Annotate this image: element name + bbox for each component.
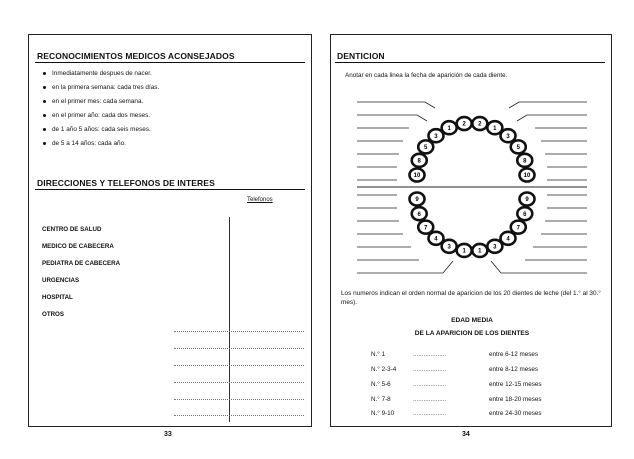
age-value: entre 18-20 meses — [489, 396, 542, 403]
tooth-number: 3 — [434, 133, 438, 140]
tooth-number: 2 — [462, 121, 466, 128]
directory-item: OTROS — [42, 311, 65, 318]
tooth-number: 6 — [417, 211, 421, 218]
bullet-icon — [43, 72, 46, 75]
directory-item: URGENCIAS — [42, 277, 80, 284]
bullet-icon — [43, 100, 46, 103]
tooth-number: 9 — [415, 197, 419, 204]
dot-leader: ................... — [413, 366, 447, 373]
guide-line — [517, 115, 527, 121]
tooth-number: 6 — [523, 211, 527, 218]
tooth — [457, 117, 472, 130]
tooth — [412, 154, 427, 167]
entry-line — [174, 415, 304, 416]
entry-line — [174, 382, 304, 383]
page-right — [330, 34, 612, 427]
entry-line — [174, 331, 304, 332]
guide-line — [417, 115, 427, 121]
guide-line — [443, 261, 453, 273]
tooth-number: 3 — [493, 244, 497, 251]
tooth-number: 10 — [413, 173, 421, 180]
tooth — [442, 240, 457, 253]
tooth — [472, 117, 487, 130]
telefonos-label: Telefonos — [247, 197, 273, 203]
tooth-number: 9 — [525, 197, 529, 204]
tooth — [501, 129, 516, 142]
tooth-number: 5 — [516, 145, 520, 152]
tooth — [412, 207, 427, 220]
tooth — [511, 140, 526, 153]
phone-column-divider — [229, 217, 230, 422]
tooth — [410, 169, 425, 182]
tooth — [442, 121, 457, 134]
age-label: N.° 1 — [371, 351, 386, 358]
entry-line — [174, 348, 304, 349]
bullet-item: en el primer año: cada dos meses. — [43, 112, 150, 119]
dot-leader: ................... — [413, 381, 447, 388]
tooth-number: 1 — [462, 248, 466, 255]
tooth — [520, 193, 535, 206]
tooth-number: 4 — [506, 236, 510, 243]
bullet-icon — [43, 142, 46, 145]
bullet-item: en el primer mes: cada semana. — [43, 98, 143, 105]
section-title-medical-checks: RECONOCIMIENTOS MEDICOS ACONSEJADOS — [37, 51, 235, 61]
directory-item: HOSPITAL — [42, 294, 73, 301]
guide-line — [425, 102, 435, 108]
tooth — [410, 193, 425, 206]
section-title-directory: DIRECCIONES Y TELEFONOS DE INTERES — [37, 178, 215, 188]
tooth-number: 7 — [516, 225, 520, 232]
tooth-number: 1 — [493, 125, 497, 132]
tooth-number: 5 — [424, 145, 428, 152]
tooth — [517, 207, 532, 220]
bullet-item: en la primera semana: cada tres días. — [43, 84, 159, 91]
tooth — [418, 221, 433, 234]
teeth-diagram — [331, 35, 613, 275]
tooth — [418, 140, 433, 153]
bullet-item: de 1 año 5 años: cada seis meses. — [43, 126, 151, 133]
tooth-number: 8 — [523, 158, 527, 165]
tooth — [472, 244, 487, 257]
tooth-number: 8 — [417, 158, 421, 165]
title-underline — [35, 62, 305, 63]
bullet-item: de 5 a 14 años: cada año. — [43, 140, 126, 147]
tooth-number: 3 — [506, 133, 510, 140]
age-value: entre 6-12 meses — [489, 351, 539, 358]
page-number-right: 34 — [462, 431, 470, 438]
page-number-left: 33 — [164, 431, 172, 438]
tooth-number: 4 — [434, 236, 438, 243]
tooth-number: 7 — [424, 225, 428, 232]
tooth — [457, 244, 472, 257]
instruction-text: Anotar en cada linea la fecha de aparición de cada diente. — [345, 72, 508, 79]
tooth-number: 10 — [523, 173, 531, 180]
age-value: entre 8-12 meses — [489, 366, 539, 373]
age-label: N.° 2-3-4 — [371, 366, 397, 373]
tooth-number: 3 — [447, 244, 451, 251]
tooth — [520, 169, 535, 182]
directory-item: CENTRO DE SALUD — [42, 226, 102, 233]
dot-leader: ................... — [413, 410, 447, 417]
tooth — [517, 154, 532, 167]
age-value: entre 12-15 meses — [489, 381, 542, 388]
entry-line — [174, 365, 304, 366]
subtitle-edad-media: EDAD MEDIA — [451, 317, 493, 324]
note-paragraph: Los numeros indican el orden normal de aparicion de los 20 dientes de leche (del 1.° al 30.° mes). — [341, 290, 601, 306]
tooth — [511, 221, 526, 234]
guide-line — [491, 261, 501, 273]
page-left — [28, 34, 312, 427]
entry-line — [174, 399, 304, 400]
dot-leader: ................... — [413, 351, 447, 358]
directory-item: PEDIATRA DE CABECERA — [42, 260, 121, 267]
age-label: N.° 7-8 — [371, 396, 391, 403]
bullet-item: Inmediatamente despues de nacer. — [43, 70, 152, 77]
guide-line — [509, 102, 519, 108]
age-label: N.° 9-10 — [371, 410, 395, 417]
tooth — [501, 232, 516, 245]
tooth-number: 2 — [478, 121, 482, 128]
dot-leader: ................... — [413, 396, 447, 403]
directory-item: MEDICO DE CABECERA — [42, 243, 114, 250]
bullet-icon — [43, 86, 46, 89]
section-title-dentition: DENTICION — [337, 51, 385, 61]
bullet-icon — [43, 114, 46, 117]
bullet-icon — [43, 128, 46, 131]
age-label: N.° 5-6 — [371, 381, 391, 388]
age-value: entre 24-30 meses — [489, 410, 542, 417]
subtitle-aparicion: DE LA APARICION DE LOS DIENTES — [414, 330, 530, 337]
title-underline — [35, 189, 305, 190]
tooth-number: 1 — [478, 248, 482, 255]
tooth-number: 1 — [447, 125, 451, 132]
